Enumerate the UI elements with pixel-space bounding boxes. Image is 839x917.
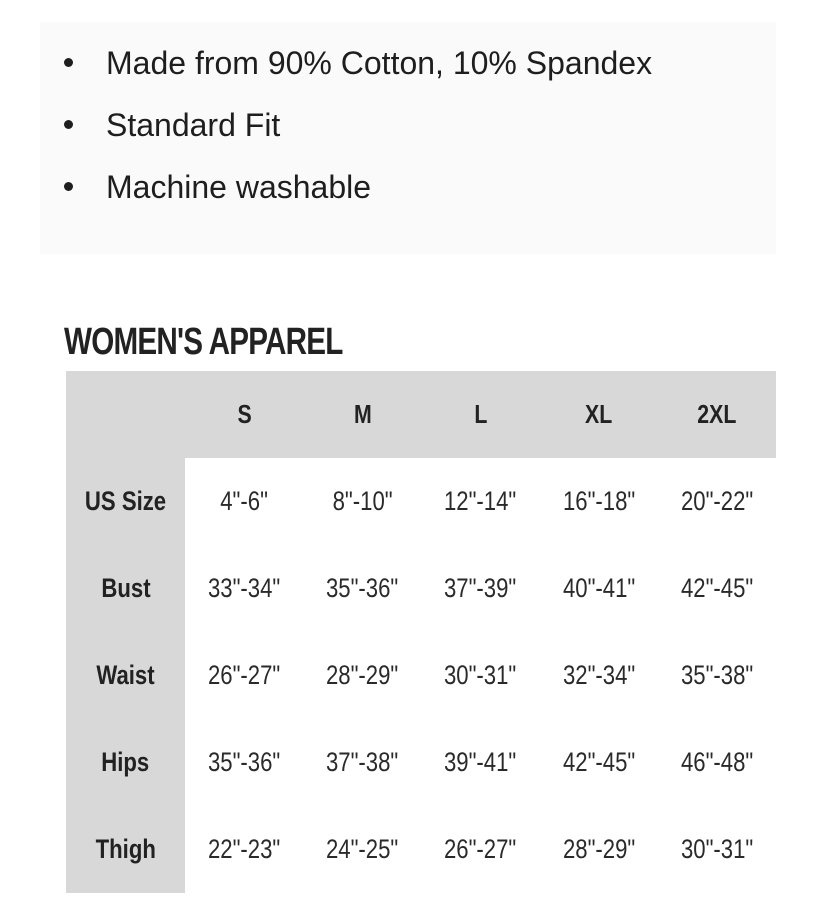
table-row: [66, 719, 776, 806]
size-column-header: 2XL: [658, 371, 776, 458]
table-cell: 42"-45": [658, 545, 776, 632]
table-cell: 8"-10": [303, 458, 421, 545]
row-label: Waist: [66, 632, 185, 719]
table-cell: 32"-34": [540, 632, 658, 719]
bullet-icon: [64, 182, 73, 191]
feature-text: Machine washable: [106, 169, 372, 205]
row-label: Hips: [66, 719, 185, 806]
row-label: Thigh: [66, 806, 185, 893]
table-cell: 30"-31": [421, 632, 539, 719]
size-header-row: [66, 371, 776, 458]
table-cell: 28"-29": [303, 632, 421, 719]
header-corner-cell: [66, 371, 185, 458]
table-row: [66, 545, 776, 632]
size-column-header: L: [421, 371, 539, 458]
table-row: [66, 806, 776, 893]
product-features-panel: [40, 22, 776, 254]
feature-item: [40, 42, 652, 104]
bullet-icon: [64, 58, 73, 67]
product-features-list: [40, 42, 652, 228]
table-cell: 46"-48": [658, 719, 776, 806]
table-cell: 37"-39": [421, 545, 539, 632]
table-cell: 35"-38": [658, 632, 776, 719]
table-cell: 37"-38": [303, 719, 421, 806]
row-label: Bust: [66, 545, 185, 632]
table-cell: 42"-45": [540, 719, 658, 806]
size-column-header: XL: [540, 371, 658, 458]
table-cell: 26"-27": [185, 632, 303, 719]
bullet-icon: [64, 120, 73, 129]
feature-item: [40, 166, 652, 228]
row-label: US Size: [66, 458, 185, 545]
table-cell: 4"-6": [185, 458, 303, 545]
table-cell: 33"-34": [185, 545, 303, 632]
table-cell: 35"-36": [185, 719, 303, 806]
table-cell: 26"-27": [421, 806, 539, 893]
table-cell: 39"-41": [421, 719, 539, 806]
table-row: [66, 632, 776, 719]
size-column-header: M: [303, 371, 421, 458]
table-cell: 24"-25": [303, 806, 421, 893]
size-column-header: S: [185, 371, 303, 458]
feature-item: [40, 104, 652, 166]
table-cell: 28"-29": [540, 806, 658, 893]
table-row: [66, 458, 776, 545]
table-cell: 40"-41": [540, 545, 658, 632]
table-cell: 20"-22": [658, 458, 776, 545]
size-chart-table: [66, 371, 776, 893]
table-cell: 16"-18": [540, 458, 658, 545]
feature-text: Made from 90% Cotton, 10% Spandex: [106, 45, 653, 81]
table-cell: 30"-31": [658, 806, 776, 893]
size-chart-title: WOMEN'S APPAREL: [64, 321, 343, 363]
table-cell: 12"-14": [421, 458, 539, 545]
feature-text: Standard Fit: [106, 107, 281, 143]
table-cell: 35"-36": [303, 545, 421, 632]
table-cell: 22"-23": [185, 806, 303, 893]
